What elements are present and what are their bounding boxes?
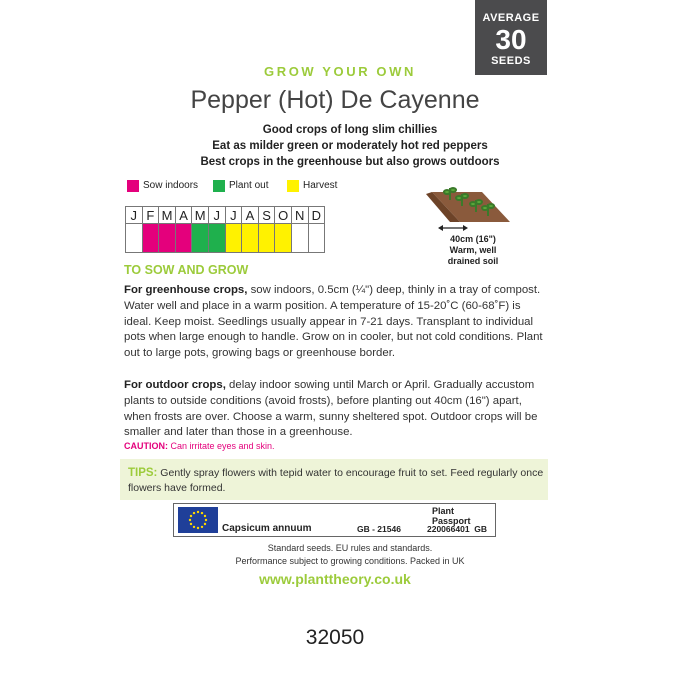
product-code: 32050 <box>305 626 365 649</box>
seed-count-top: AVERAGE <box>482 12 540 24</box>
tips-label: TIPS: <box>128 467 158 479</box>
passport-species: Capsicum annuum <box>222 523 312 534</box>
calendar-month: N <box>291 207 308 224</box>
eu-flag-icon <box>178 507 218 533</box>
sowing-calendar <box>125 206 325 253</box>
outdoor-paragraph <box>124 378 549 441</box>
passport-title: Plant Passport <box>432 506 471 526</box>
calendar-activity-cell <box>208 224 225 253</box>
plant-passport <box>173 503 496 537</box>
spacing-distance: 40cm (16") <box>450 234 496 244</box>
calendar-month: M <box>192 207 209 224</box>
tips-content <box>128 466 544 496</box>
footer-line-2: Performance subject to growing conditions. Packed in UK <box>235 556 465 566</box>
tips-text: Gently spray flowers with tepid water to encourage fruit to set. Feed regularly once flowers have formed. <box>128 467 544 494</box>
outdoor-label: For outdoor crops, <box>124 379 226 391</box>
greenhouse-label: For greenhouse crops, <box>124 284 248 296</box>
caution-note <box>124 441 275 451</box>
footer-line-1: Standard seeds. EU rules and standards. <box>267 543 433 553</box>
calendar-activity-cell <box>275 224 292 253</box>
calendar-activity-cell <box>242 224 259 253</box>
legend-swatch-sow <box>127 180 139 192</box>
calendar-activity-cell <box>142 224 159 253</box>
calendar-activity-cell <box>258 224 275 253</box>
seed-count-number: 30 <box>495 24 527 55</box>
calendar-months-row <box>126 207 325 224</box>
intro-line-3: Best crops in the greenhouse but also grows outdoors <box>200 156 500 168</box>
calendar-month: D <box>308 207 325 224</box>
intro-line-1: Good crops of long slim chillies <box>262 124 438 136</box>
soil-rows-illustration <box>420 184 520 234</box>
calendar-month: S <box>258 207 275 224</box>
calendar-month: J <box>225 207 242 224</box>
greenhouse-paragraph <box>124 283 549 362</box>
calendar-month: J <box>208 207 225 224</box>
calendar-month: A <box>242 207 259 224</box>
calendar-activity-cell <box>308 224 325 253</box>
legend-swatch-harvest <box>287 180 299 192</box>
legend-label-sow: Sow indoors <box>143 180 199 191</box>
spacing-line-3: drained soil <box>447 256 499 266</box>
calendar-activity-cell <box>159 224 176 253</box>
calendar-month: A <box>175 207 192 224</box>
website-link[interactable]: www.planttheory.co.uk <box>259 571 411 587</box>
legend-swatch-plant <box>213 180 225 192</box>
product-title: Pepper (Hot) De Cayenne <box>190 86 480 114</box>
calendar-month: O <box>275 207 292 224</box>
section-heading: TO SOW AND GROW <box>124 263 249 277</box>
calendar-activity-row <box>126 224 325 253</box>
outdoor-text: delay indoor sowing until March or April. Gradually accustom plants to outside conditions (avoid frosts), before planting out 40cm (16") apart, when frosts are over. Choose a warm, sunny sheltered spot. Outdoor crops will be smaller and later than those in a greenhouse. <box>124 379 538 439</box>
passport-registration: GB - 21546 <box>357 524 401 534</box>
spacing-note <box>423 234 523 267</box>
calendar-month: J <box>126 207 143 224</box>
passport-lot: 220066401 GB <box>427 524 488 534</box>
seed-count-bottom: SEEDS <box>491 55 531 67</box>
calendar-month: F <box>142 207 159 224</box>
calendar-activity-cell <box>192 224 209 253</box>
calendar-activity-cell <box>225 224 242 253</box>
intro-line-2: Eat as milder green or moderately hot red peppers <box>212 140 488 152</box>
caution-text: Can irritate eyes and skin. <box>168 441 275 451</box>
caution-label: CAUTION: <box>124 441 168 451</box>
greenhouse-text: sow indoors, 0.5cm (¼") deep, thinly in a tray of compost. Water well and place in a warm position. A temperature of 15-20˚C (60-68˚F) is ideal. Keep moist. Seedlings usually appear in 7-21 days. Transplant to individual pots when large enough to handle. Grow on in cooler, but not cold conditions. Plant out to large pots, growing bags or greenhouse border. <box>124 284 543 360</box>
spacing-line-2: Warm, well <box>449 245 497 255</box>
legend-label-plant: Plant out <box>229 180 269 191</box>
calendar-activity-cell <box>291 224 308 253</box>
calendar-activity-cell <box>126 224 143 253</box>
calendar-month: M <box>159 207 176 224</box>
legend-label-harvest: Harvest <box>303 180 338 191</box>
tagline: GROW YOUR OWN <box>264 64 416 79</box>
footer-notes <box>0 542 700 568</box>
calendar-activity-cell <box>175 224 192 253</box>
